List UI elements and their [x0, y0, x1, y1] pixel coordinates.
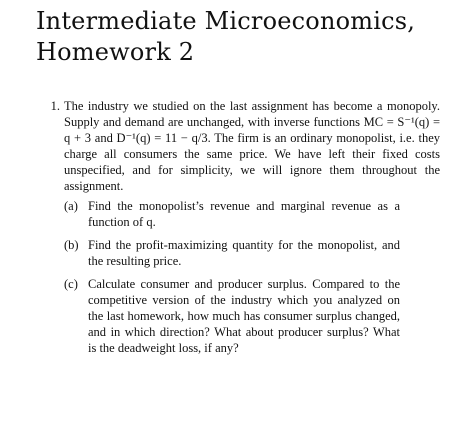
part-text: Find the profit-maximizing quantity for the monopolist, and the resulting price. [88, 238, 400, 268]
document-title [36, 6, 456, 68]
part-label: (c) [64, 277, 78, 291]
part-b [64, 237, 400, 269]
part-text: Calculate consumer and producer surplus. Compared to the competitive version of the industry which you analyzed on the last homework, how much has consumer surplus changed, and in which direction? What about producer surplus? What is the deadweight loss, if any? [88, 277, 400, 355]
problem-text: The industry we studied on the last assignment has become a monopoly. Supply and demand are unchanged, with inverse functions MC = S⁻¹(q) = q + 3 and D⁻¹(q) = 11 − q/3. The firm is an ordinary monopolist, i.e. they charge all consumers the same price. We have left their fixed costs unspecified, and for simplicity, we will ignore them throughout the assignment. [64, 99, 440, 193]
part-label: (a) [64, 199, 78, 213]
problem-parts [64, 198, 400, 363]
problem-number: 1. [50, 99, 60, 113]
title-line-1: Intermediate Microeconomics, [36, 7, 416, 35]
title-line-2: Homework 2 [36, 38, 195, 66]
part-c [64, 276, 400, 356]
part-a [64, 198, 400, 230]
part-label: (b) [64, 238, 79, 252]
problem-1 [36, 98, 440, 194]
part-text: Find the monopolist’s revenue and marginal revenue as a function of q. [88, 199, 400, 229]
